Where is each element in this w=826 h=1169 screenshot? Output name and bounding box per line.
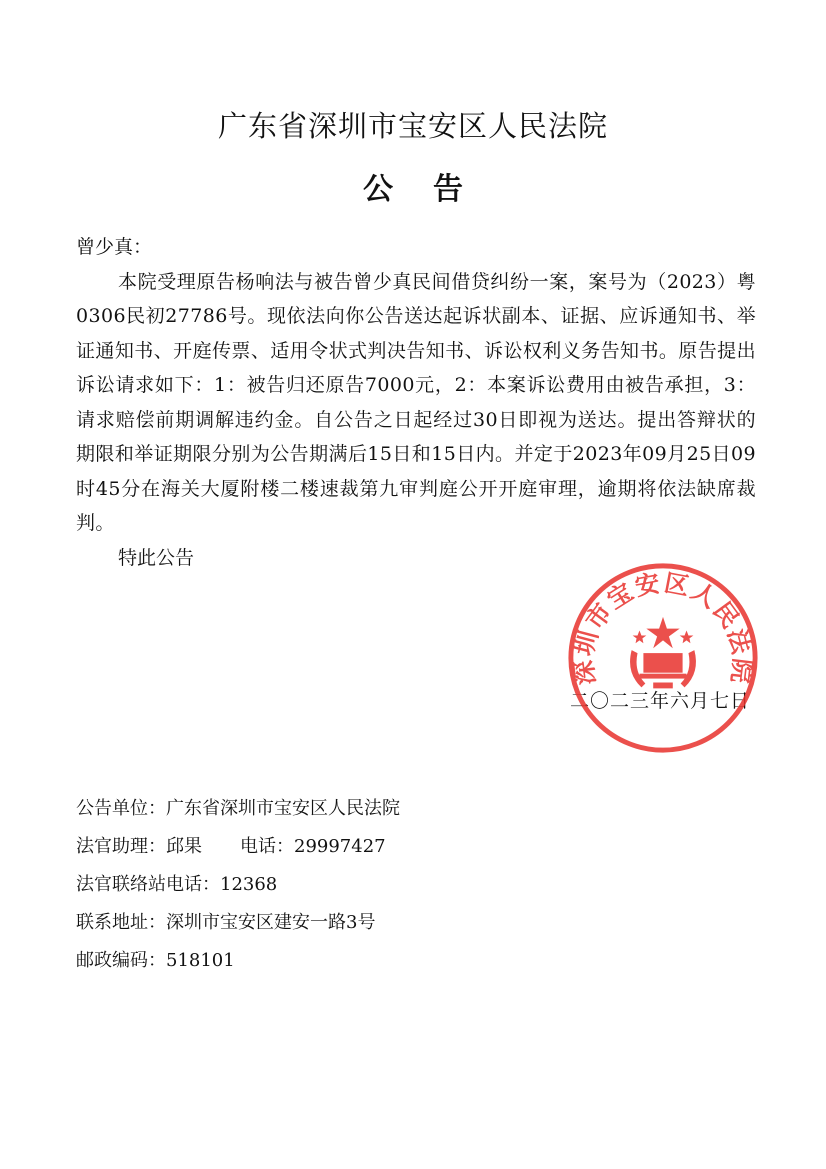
addressee: 曾少真： — [76, 236, 153, 258]
national-emblem-icon — [630, 617, 696, 689]
notice-paragraph: 本院受理原告杨响法与被告曾少真民间借贷纠纷一案，案号为（2023）粤0306民初27786号。现依法向你公告送达起诉状副本、证据、应诉通知书、举证通知书、开庭传票、适用令状式判决告知书、诉讼权利义务告知书。原告提出诉讼请求如下：1：被告归还原告7000元，2：本案诉讼费用由被告承担，3：请求赔偿前期调解违约金。自公告之日起经过30日即视为送达。提出答辩状的期限和举证期限分别为公告期满后15日和15日内。并定于2023年09月25日09时45分在海关大厦附楼二楼速裁第九审判庭公开开庭审理，逾期将依法缺席裁判。 — [76, 270, 756, 534]
assistant-phone: 电话：29997427 — [240, 836, 386, 857]
court-seal — [565, 560, 761, 756]
notice-date: 二〇二三年六月七日 — [569, 690, 750, 712]
address-line: 联系地址：深圳市宝安区建安一路3号 — [76, 912, 376, 933]
notice-body — [76, 230, 756, 575]
svg-text:深圳市宝安区人民法院: 深圳市宝安区人民法院 — [568, 567, 758, 687]
issuer-line: 公告单位：广东省深圳市宝安区人民法院 — [76, 798, 400, 819]
notice-title: 公告 — [363, 172, 503, 207]
assistant-line — [76, 828, 756, 866]
postcode-line: 邮政编码：518101 — [76, 950, 235, 971]
contact-footer — [76, 790, 756, 980]
liaison-phone-line: 法官联络站电话：12368 — [76, 874, 278, 895]
court-name: 广东省深圳市宝安区人民法院 — [217, 109, 608, 143]
closing-phrase: 特此公告 — [118, 546, 195, 569]
assistant-name: 法官助理：邱果 — [76, 836, 202, 857]
